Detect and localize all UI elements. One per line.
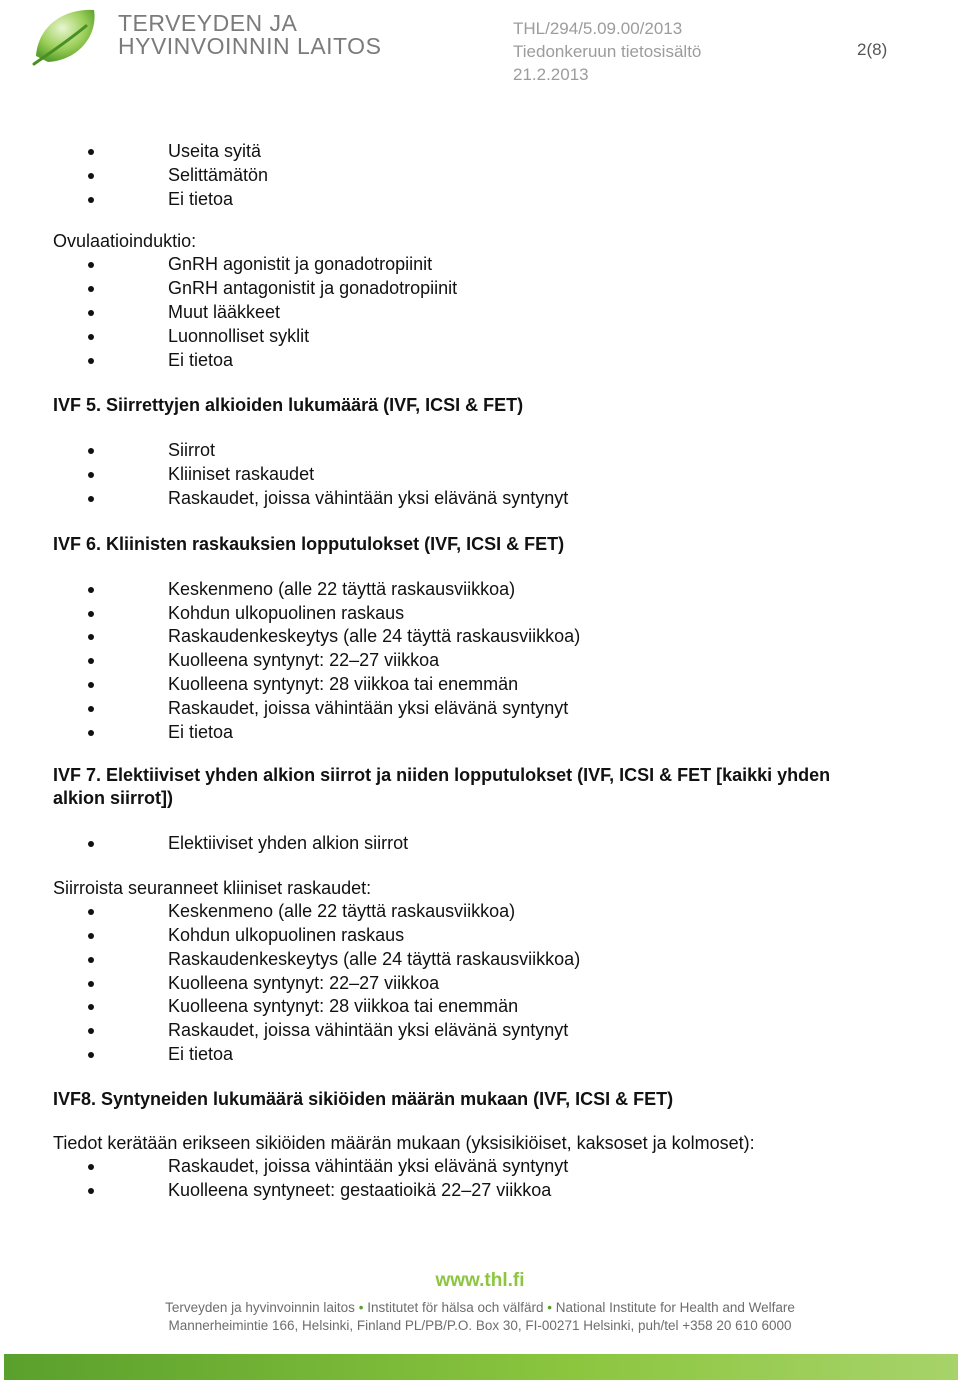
- organization-name: [118, 12, 381, 58]
- followed-pregnancies-list: [53, 900, 923, 1067]
- footer-institute-names: [0, 1300, 960, 1315]
- list-item: Kuolleena syntynyt: 28 viikkoa tai enemmän: [53, 995, 923, 1019]
- ivf6-list: [53, 578, 923, 745]
- list-item: Raskaudenkeskeytys (alle 24 täyttä raskausviikkoa): [53, 625, 923, 649]
- institute-name-fi: Terveyden ja hyvinvoinnin laitos: [165, 1300, 355, 1315]
- list-item: Ei tietoa: [53, 349, 923, 373]
- followed-pregnancies-label: Siirroista seuranneet kliiniset raskaudet:: [53, 878, 372, 899]
- list-item: Useita syitä: [53, 140, 923, 164]
- document-meta: [513, 17, 701, 86]
- list-item: Keskenmeno (alle 22 täyttä raskausviikkoa): [53, 900, 923, 924]
- list-item: Keskenmeno (alle 22 täyttä raskausviikkoa): [53, 578, 923, 602]
- separator-bullet: •: [358, 1300, 364, 1315]
- cause-list: [53, 140, 923, 211]
- document-date: 21.2.2013: [513, 65, 589, 84]
- list-item: GnRH antagonistit ja gonadotropiinit: [53, 277, 923, 301]
- document-id: THL/294/5.09.00/2013: [513, 19, 683, 38]
- list-item: Kliiniset raskaudet: [53, 463, 923, 487]
- ivf7-list: [53, 832, 923, 856]
- page-number: 2(8): [857, 40, 888, 59]
- list-item: Kuolleena syntyneet: gestaatioikä 22–27 viikkoa: [53, 1179, 923, 1203]
- ovulation-induction-list: [53, 253, 923, 372]
- list-item: Kuolleena syntynyt: 22–27 viikkoa: [53, 972, 923, 996]
- ivf6-heading: IVF 6. Kliinisten raskauksien lopputulokset (IVF, ICSI & FET): [53, 533, 565, 554]
- footer-website-link[interactable]: www.thl.fi: [435, 1270, 525, 1291]
- document-body: [53, 140, 923, 1202]
- list-item: Raskaudenkeskeytys (alle 24 täyttä raskausviikkoa): [53, 948, 923, 972]
- list-item: Muut lääkkeet: [53, 301, 923, 325]
- document-title: Tiedonkeruun tietosisältö: [513, 42, 702, 61]
- ivf8-list: [53, 1155, 923, 1203]
- list-item: Ei tietoa: [53, 721, 923, 745]
- list-item: GnRH agonistit ja gonadotropiinit: [53, 253, 923, 277]
- institute-name-en: National Institute for Health and Welfare: [555, 1300, 795, 1315]
- list-item: Kuolleena syntynyt: 22–27 viikkoa: [53, 649, 923, 673]
- list-item: Selittämätön: [53, 164, 923, 188]
- list-item: Luonnolliset syklit: [53, 325, 923, 349]
- list-item: Raskaudet, joissa vähintään yksi elävänä syntynyt: [53, 487, 923, 511]
- page-header: [0, 0, 960, 100]
- separator-bullet: •: [547, 1300, 553, 1315]
- thl-leaf-logo-icon: [28, 4, 108, 68]
- ivf5-list: [53, 439, 923, 510]
- list-item: Kohdun ulkopuolinen raskaus: [53, 924, 923, 948]
- list-item: Siirrot: [53, 439, 923, 463]
- ivf8-heading: IVF8. Syntyneiden lukumäärä sikiöiden määrän mukaan (IVF, ICSI & FET): [53, 1088, 674, 1109]
- institute-name-sv: Institutet för hälsa och välfärd: [367, 1300, 544, 1315]
- footer-green-bar: [4, 1354, 958, 1380]
- ivf5-heading: IVF 5. Siirrettyjen alkioiden lukumäärä (IVF, ICSI & FET): [53, 395, 524, 416]
- list-item: Kuolleena syntynyt: 28 viikkoa tai enemmän: [53, 673, 923, 697]
- ovulation-induction-label: Ovulaatioinduktio:: [53, 231, 197, 252]
- list-item: Kohdun ulkopuolinen raskaus: [53, 602, 923, 626]
- list-item: Elektiiviset yhden alkion siirrot: [53, 832, 923, 856]
- footer-address: Mannerheimintie 166, Helsinki, Finland PL/PB/P.O. Box 30, FI-00271 Helsinki, puh/tel +358 20 610 6000: [168, 1318, 792, 1333]
- org-name-line-1: TERVEYDEN JA: [118, 10, 298, 36]
- list-item: Raskaudet, joissa vähintään yksi elävänä syntynyt: [53, 1155, 923, 1179]
- ivf7-heading: [53, 764, 923, 810]
- ivf7-heading-line-1: IVF 7. Elektiiviset yhden alkion siirrot ja niiden lopputulokset (IVF, ICSI & FET [kaikki yhden: [53, 765, 831, 786]
- list-item: Ei tietoa: [53, 188, 923, 212]
- ivf7-heading-line-2: alkion siirrot]): [53, 788, 174, 809]
- list-item: Ei tietoa: [53, 1043, 923, 1067]
- org-name-line-2: HYVINVOINNIN LAITOS: [118, 33, 382, 59]
- list-item: Raskaudet, joissa vähintään yksi elävänä syntynyt: [53, 1019, 923, 1043]
- collected-by-fetus-count-label: Tiedot kerätään erikseen sikiöiden määrän mukaan (yksisikiöiset, kaksoset ja kolmoset):: [53, 1132, 755, 1153]
- list-item: Raskaudet, joissa vähintään yksi elävänä syntynyt: [53, 697, 923, 721]
